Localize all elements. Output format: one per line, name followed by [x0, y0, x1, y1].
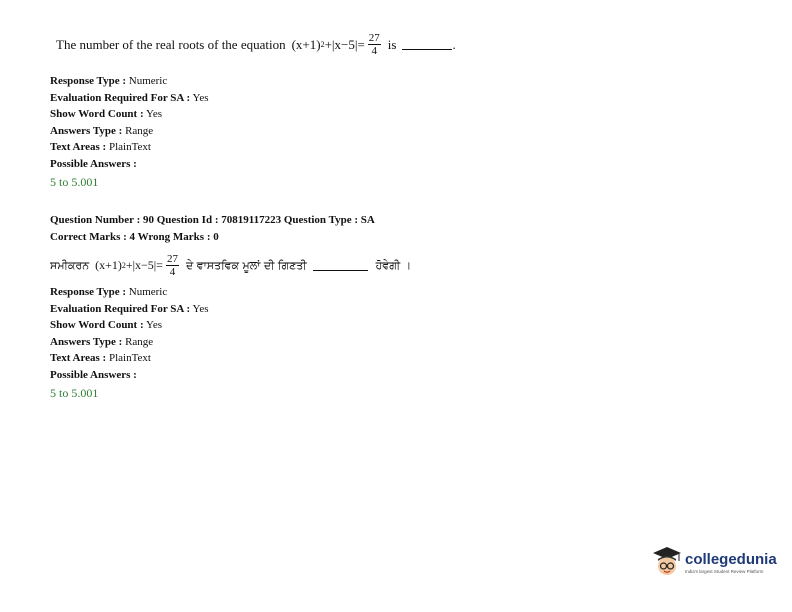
- question-2-middle: ਦੇ ਵਾਸਤਵਿਕ ਮੂਲਾਂ ਦੀ ਗਿਣਤੀ: [185, 258, 307, 272]
- fraction-numerator: 27: [166, 253, 178, 265]
- fraction-denominator: 4: [169, 266, 176, 278]
- eq-left: (x+1): [95, 258, 122, 272]
- question-number-line: Question Number : 90 Question Id : 70819117223 Question Type : SA: [50, 214, 375, 226]
- answers-type-row: Answers Type : Range: [50, 124, 154, 137]
- fraction: [166, 253, 179, 278]
- fraction-numerator: 27: [368, 32, 380, 44]
- logo-wordmark: collegedunia: [685, 550, 777, 568]
- question-2-meta: [50, 284, 209, 402]
- question-2-equation: [95, 253, 182, 278]
- answer-blank: [402, 39, 452, 50]
- possible-answers-value: 5 to 5.001: [50, 175, 99, 189]
- text-areas-row: Text Areas : PlainText: [50, 141, 151, 153]
- eq-left: (x+1): [291, 36, 321, 52]
- possible-answers-row: Possible Answers :: [50, 368, 137, 381]
- question-1-prompt: The number of the real roots of the equation: [56, 36, 286, 52]
- answer-blank: [313, 260, 368, 271]
- fraction-denominator: 4: [371, 45, 378, 57]
- logo-tagline: India's largest Student Review Platform: [685, 568, 764, 574]
- evaluation-row: Evaluation Required For SA : Yes: [50, 91, 209, 104]
- possible-answers-row: Possible Answers :: [50, 157, 137, 170]
- evaluation-row: Evaluation Required For SA : Yes: [50, 302, 209, 315]
- question-2-prefix: ਸਮੀਕਰਨ: [50, 258, 90, 272]
- word-count-row: Show Word Count : Yes: [50, 319, 162, 331]
- response-type-row: Response Type : Numeric: [50, 286, 168, 298]
- question-1-equation: [292, 32, 384, 57]
- eq-mid: +|x−5|=: [324, 36, 365, 52]
- question-1-meta: [50, 73, 209, 191]
- question-1-text: The number of the real roots of the equation (x+1) 2 +|x−5|= $\frac{27}{4}$ is .: [56, 32, 456, 57]
- answers-type-row: Answers Type : Range: [50, 335, 154, 348]
- text-areas-row: Text Areas : PlainText: [50, 352, 151, 364]
- question-2-text: [50, 253, 411, 278]
- question-2-header: [50, 212, 375, 246]
- eq-exponent: 2: [121, 261, 126, 270]
- question-1-suffix: is: [387, 36, 397, 52]
- collegedunia-logo: [652, 545, 777, 579]
- word-count-row: Show Word Count : Yes: [50, 108, 162, 120]
- marks-line: Correct Marks : 4 Wrong Marks : 0: [50, 231, 219, 243]
- possible-answers-value: 5 to 5.001: [50, 386, 99, 400]
- fraction: [368, 32, 381, 57]
- eq-exponent: 2: [320, 40, 325, 49]
- question-2-suffix: ਹੋਵੇਗੀ ।: [375, 258, 412, 272]
- response-type-row: Response Type : Numeric: [50, 75, 168, 87]
- mascot-icon: [652, 545, 682, 579]
- eq-mid: +|x−5|=: [125, 258, 163, 272]
